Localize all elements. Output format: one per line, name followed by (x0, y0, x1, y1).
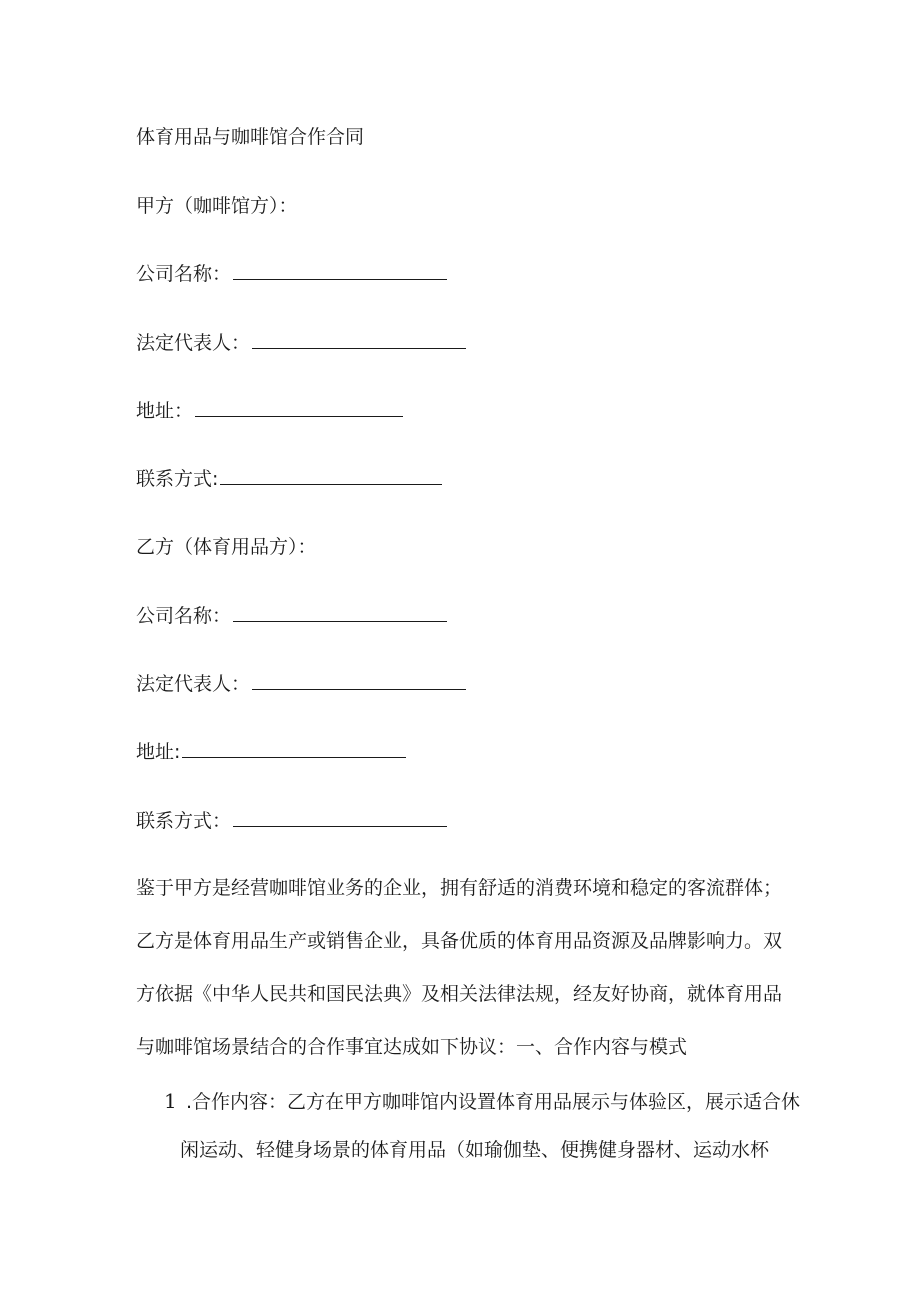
preamble-paragraph (136, 876, 783, 1059)
party-b-contact-row (136, 808, 447, 833)
party-b-heading: 乙方（体育用品方）： (136, 536, 317, 558)
party-a-rep-row (136, 330, 466, 355)
preamble-line: 方依据《中华人民共和国民法典》及相关法律法规，经友好协商，就体育用品 (136, 983, 783, 1005)
party-b-address-blank (182, 739, 406, 758)
party-b-company-label: 公司名称： (136, 605, 232, 627)
party-b-contact-label: 联系方式： (136, 810, 232, 832)
party-a-company-blank (233, 261, 447, 280)
party-b-address-label: 地址: (136, 741, 181, 763)
preamble-line: 乙方是体育用品生产或销售企业，具备优质的体育用品资源及品牌影响力。双 (136, 930, 783, 952)
party-a-contact-row (136, 466, 442, 491)
party-a-address-blank (195, 398, 403, 417)
preamble-line: 与咖啡馆场景结合的合作事宜达成如下协议：一、合作内容与模式 (136, 1036, 688, 1058)
party-a-rep-label: 法定代表人： (136, 332, 251, 354)
item-1-line-2: 闲运动、轻健身场景的体育用品（如瑜伽垫、便携健身器材、运动水杯 (180, 1139, 770, 1161)
party-b-rep-blank (252, 671, 466, 690)
party-a-rep-blank (252, 330, 466, 349)
party-a-contact-blank (220, 466, 442, 485)
party-b-company-row (136, 603, 447, 628)
item-1-line-1: .合作内容：乙方在甲方咖啡馆内设置体育用品展示与体验区，展示适合休 (186, 1091, 801, 1113)
party-a-company-label: 公司名称： (136, 263, 232, 285)
party-a-contact-label: 联系方式: (136, 468, 219, 490)
item-1 (164, 1089, 800, 1114)
party-b-contact-blank (233, 808, 447, 827)
party-a-company-row (136, 261, 447, 286)
item-1-number: 1 (164, 1089, 177, 1113)
party-a-address-row (136, 398, 403, 423)
party-b-company-blank (233, 603, 447, 622)
contract-title: 体育用品与咖啡馆合作合同 (136, 126, 365, 148)
party-b-rep-row (136, 671, 466, 696)
party-a-address-label: 地址： (136, 400, 194, 422)
party-b-address-row (136, 739, 406, 764)
party-b-rep-label: 法定代表人： (136, 673, 251, 695)
party-a-heading: 甲方（咖啡馆方）： (136, 195, 298, 217)
preamble-line: 鉴于甲方是经营咖啡馆业务的企业，拥有舒适的消费环境和稳定的客流群体； (136, 877, 783, 899)
